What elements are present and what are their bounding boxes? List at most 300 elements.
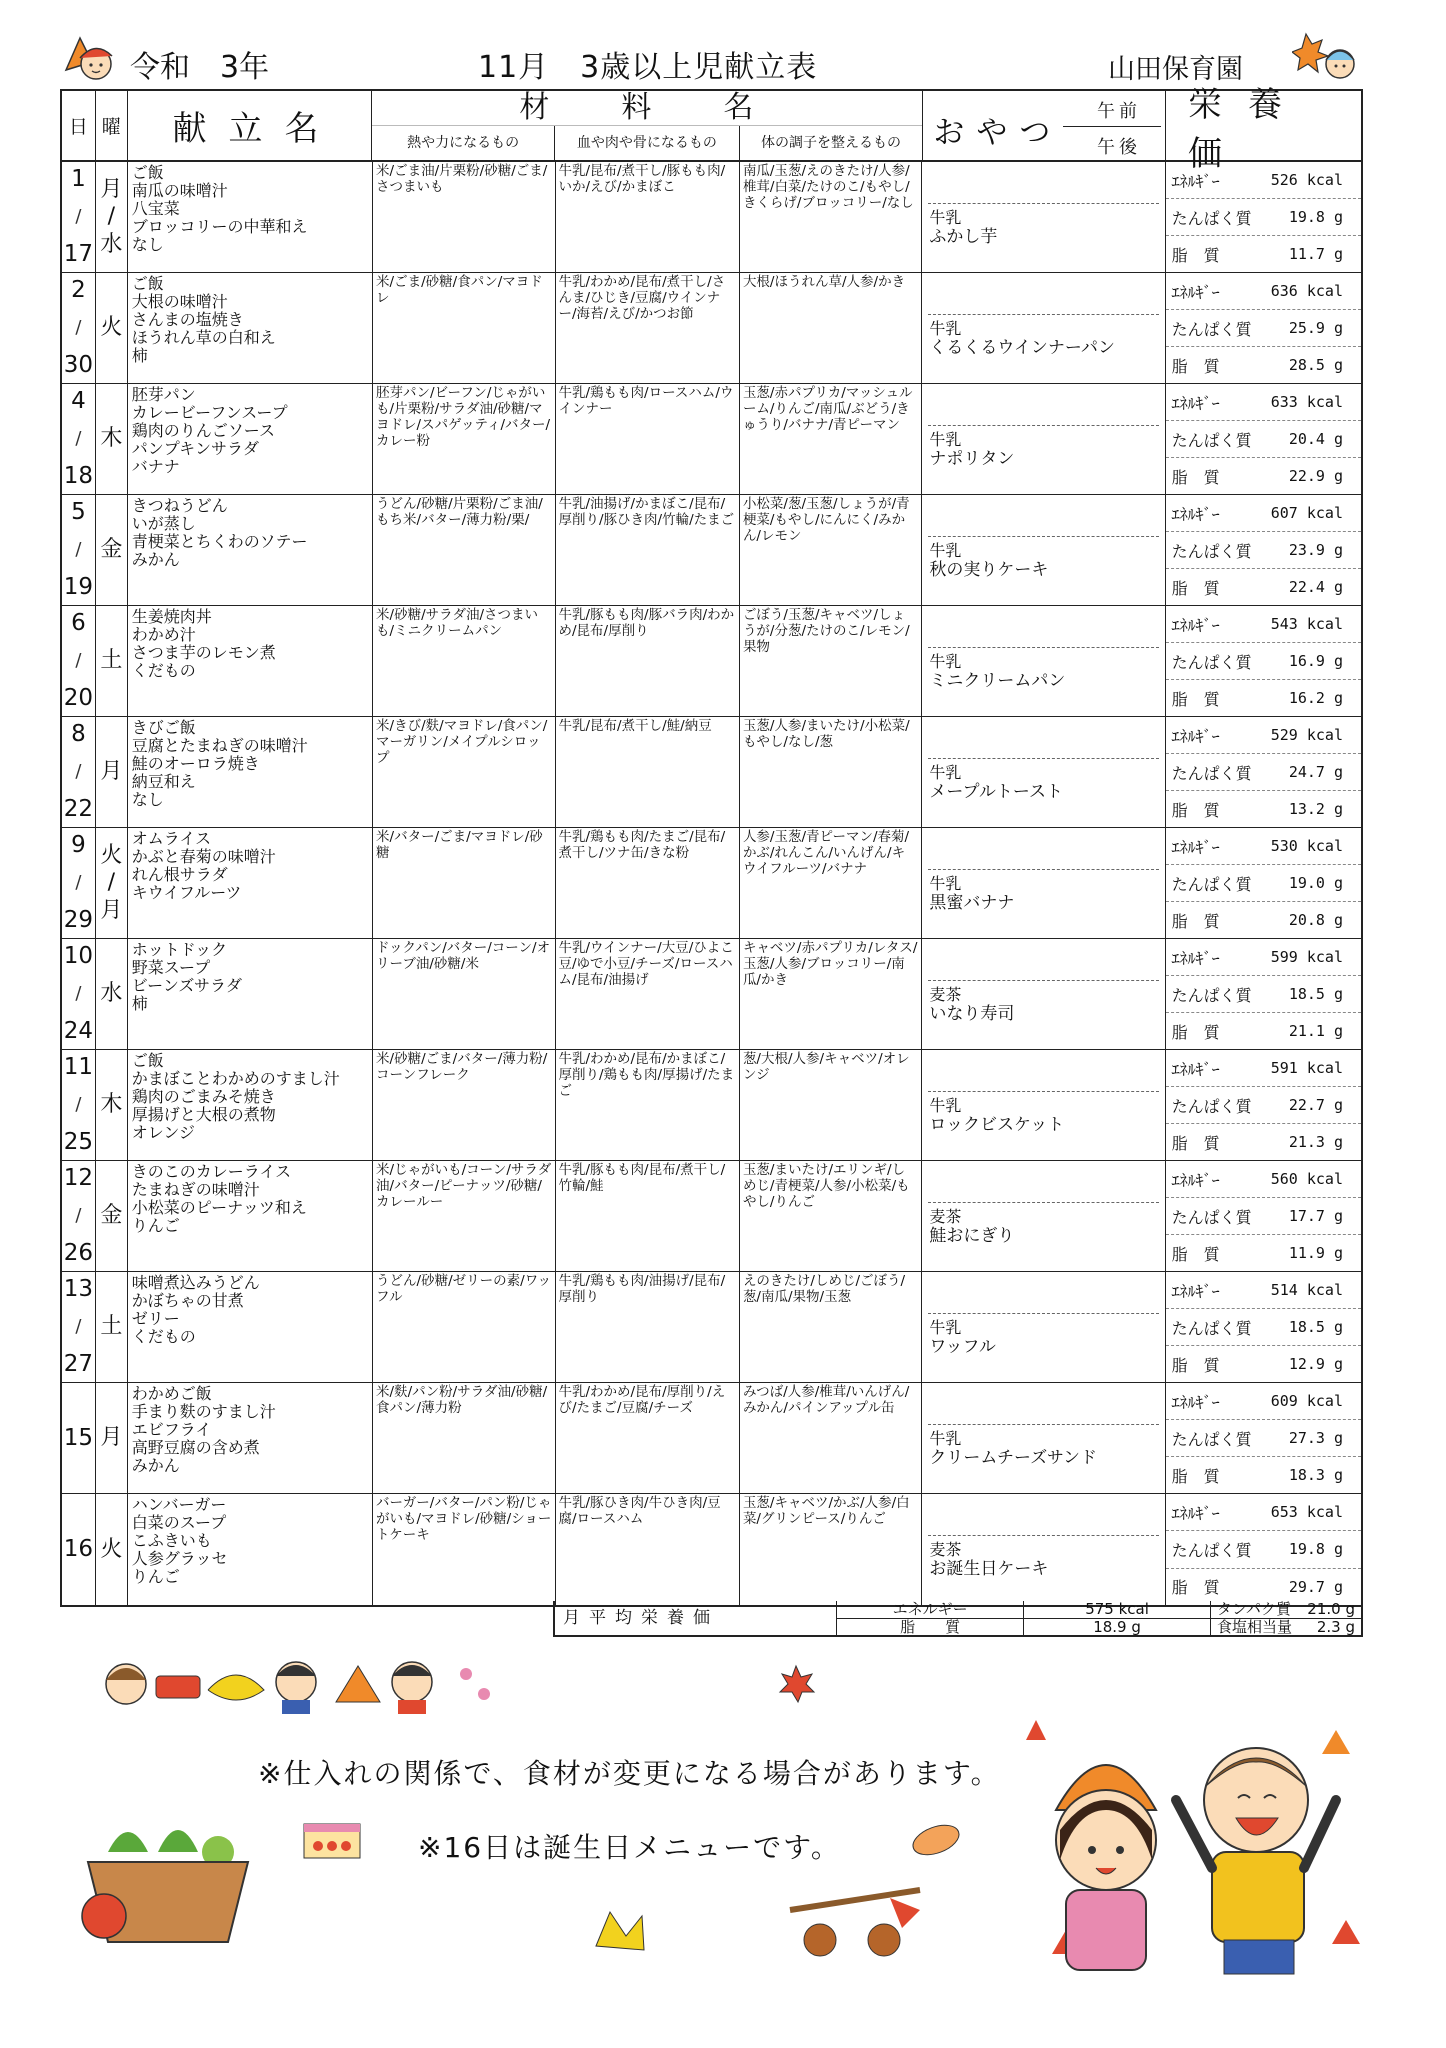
menu-cell [128,1383,373,1493]
menu-cell [128,1161,373,1271]
monthly-average [553,1601,1363,1637]
energy-label: ｴﾈﾙｷﾞｰ [1171,948,1220,968]
fat-label: 脂 質 [1171,245,1220,265]
energy-label: ｴﾈﾙｷﾞｰ [1171,282,1220,302]
snack-food: ロックビスケット [929,1115,1065,1135]
energy-value: 526 kcal [1270,171,1343,189]
header-snack-pm: 午後 [1096,137,1141,158]
snack-cell [922,1494,1165,1605]
snack-drink: 牛乳 [929,430,962,449]
nutrition-cell [1166,828,1361,938]
weekday-cell [96,1050,128,1160]
protein-value: 22.7 g [1288,1096,1343,1114]
menu-item: きつねうどん [131,496,228,515]
material-body: 牛乳/油揚げ/かまぼこ/昆布/厚削り/豚ひき肉/竹輪/たまご [556,495,740,605]
date-cell: 12 / 26 [62,1161,96,1271]
menu-cell [128,1050,373,1160]
snack-food: 鮭おにぎり [929,1226,1015,1246]
menu-cell [128,828,373,938]
material-body: 牛乳/豚ひき肉/牛ひき肉/豆腐/ロースハム [556,1494,740,1605]
average-fat-label: 脂 質 [900,1618,961,1636]
day-start: 16 [63,1536,94,1562]
dow-end: 月 [100,897,123,923]
fat-value: 28.5 g [1288,356,1343,374]
fat-label: 脂 質 [1171,1022,1220,1042]
header-snack [923,91,1166,160]
fat-value: 18.3 g [1288,1466,1343,1484]
menu-item: 野菜スープ [131,958,211,977]
weekday-cell: 月 / 水 [96,162,128,272]
date-cell: 5 / 19 [62,495,96,605]
material-energy: 米/ごま/砂糖/食パン/マヨドレ [373,273,555,383]
menu-item: みかん [131,1456,180,1475]
menu-item: 高野豆腐の含め煮 [131,1438,260,1457]
fat-label: 脂 質 [1171,356,1220,376]
day-end: 27 [63,1351,94,1377]
menu-item: 厚揚げと大根の煮物 [131,1105,276,1124]
material-health: みつば/人参/椎茸/いんげん/みかん/パインアップル缶 [740,1383,922,1493]
menu-item: バナナ [131,457,180,476]
snack-cell [922,828,1165,938]
average-label: 月平均栄養価 [555,1601,837,1635]
date-cell: 6 / 20 [62,606,96,716]
birthday-cake-icon [296,1806,368,1862]
protein-value: 23.9 g [1288,541,1343,559]
day-end: 18 [63,463,94,489]
average-energy-label: エネルギー [837,1601,1023,1619]
weekday-cell [96,1383,128,1493]
fat-value: 20.8 g [1288,911,1343,929]
sweet-potato-icon [906,1810,966,1860]
header-mat-health: 体の調子を整えるもの [761,135,902,151]
table-row [62,828,1361,939]
energy-label: ｴﾈﾙｷﾞｰ [1171,1059,1220,1079]
weekday-cell [96,495,128,605]
header-materials-title: 材料名 [372,90,922,126]
protein-label: たんぱく質 [1171,985,1252,1005]
energy-value: 607 kcal [1270,504,1343,522]
menu-item: 柿 [131,994,148,1013]
energy-label: ｴﾈﾙｷﾞｰ [1171,393,1220,413]
snack-cell [922,1161,1165,1271]
menu-item: ビーンズサラダ [131,976,242,995]
table-row [62,1050,1361,1161]
menu-item: ご飯 [131,274,164,293]
menu-item: わかめ汁 [131,625,196,644]
dow: 月 [100,759,123,785]
day-start: 11 [63,1054,94,1080]
material-body: 牛乳/鶏もも肉/たまご/昆布/煮干し/ツナ缶/きな粉 [556,828,740,938]
material-health: 南瓜/玉葱/えのきたけ/人参/椎茸/白菜/たけのこ/もやし/きくらげ/ブロッコリー/なし [740,162,922,272]
protein-label: たんぱく質 [1171,319,1252,339]
material-energy: 米/じゃがいも/コーン/サラダ油/バター/ピーナッツ/砂糖/カレールー [373,1161,555,1271]
material-health: ごぼう/玉葱/キャベツ/しょうが/分葱/たけのこ/レモン/果物 [740,606,922,716]
menu-item: 納豆和え [131,772,196,791]
energy-value: 529 kcal [1270,726,1343,744]
energy-label: ｴﾈﾙｷﾞｰ [1171,1281,1220,1301]
snack-drink: 牛乳 [929,541,962,560]
fat-label: 脂 質 [1171,578,1220,598]
material-energy: 米/バター/ごま/マヨドレ/砂糖 [373,828,555,938]
nutrition-cell [1166,606,1361,716]
fat-value: 13.2 g [1288,800,1343,818]
protein-value: 16.9 g [1288,652,1343,670]
protein-value: 19.8 g [1288,208,1343,226]
day-start: 8 [71,721,86,747]
energy-label: ｴﾈﾙｷﾞｰ [1171,1392,1220,1412]
menu-item: 八宝菜 [131,199,180,218]
table-row [62,1494,1361,1605]
nutrition-cell [1166,1383,1361,1493]
dow: 土 [100,648,123,674]
average-protein-value: 21.0 g [1307,1600,1355,1618]
menu-cell [128,1272,373,1382]
snack-cell [922,606,1165,716]
table-row [62,384,1361,495]
weekday-cell [96,1161,128,1271]
material-health: 玉葱/人参/まいたけ/小松菜/もやし/なし/葱 [740,717,922,827]
nutrition-cell [1166,495,1361,605]
material-energy: うどん/砂糖/片栗粉/ごま油/もち米/バター/薄力粉/栗/ [373,495,555,605]
menu-item: かぶと春菊の味噌汁 [131,847,276,866]
menu-item: ホットドック [131,940,228,959]
material-body: 牛乳/ウインナー/大豆/ひよこ豆/ゆで小豆/チーズ/ロースハム/昆布/油揚げ [556,939,740,1049]
snack-drink: 牛乳 [929,208,962,227]
menu-cell [128,939,373,1049]
page-title: 11月 3歳以上児献立表 [478,50,818,85]
fat-label: 脂 質 [1171,689,1220,709]
average-protein-label: タンパク質 [1217,1600,1291,1618]
protein-value: 17.7 g [1288,1207,1343,1225]
dow: 金 [100,1203,123,1229]
snack-cell [922,1050,1165,1160]
menu-item: 小松菜のピーナッツ和え [131,1198,307,1217]
snack-drink: 牛乳 [929,874,962,893]
menu-table [60,84,1363,1607]
weekday-cell [96,606,128,716]
snack-food: ナポリタン [929,449,1015,469]
menu-item: さつま芋のレモン煮 [131,643,276,662]
protein-label: たんぱく質 [1171,652,1252,672]
protein-label: たんぱく質 [1171,1096,1252,1116]
material-body: 牛乳/わかめ/昆布/かまぼこ/厚削り/鶏もも肉/厚揚げ/たまご [556,1050,740,1160]
material-energy: バーガー/バター/パン粉/じゃがいも/マヨドレ/砂糖/ショートケーキ [373,1494,555,1605]
menu-item: こふきいも [131,1531,212,1550]
day-end: 17 [63,241,94,267]
menu-item: キウイフルーツ [131,883,242,902]
menu-item: 青梗菜とちくわのソテー [131,532,308,551]
protein-label: たんぱく質 [1171,1207,1252,1227]
header-menu: 献立名 [128,91,373,160]
weekday-cell: 火 / 月 [96,828,128,938]
fat-value: 29.7 g [1288,1577,1343,1596]
snack-cell [922,1272,1165,1382]
energy-value: 633 kcal [1270,393,1343,411]
date-cell: 2 / 30 [62,273,96,383]
day-start: 13 [63,1276,94,1302]
menu-item: 鮭のオーロラ焼き [131,754,260,773]
menu-item: くだもの [131,661,196,680]
energy-value: 530 kcal [1270,837,1343,855]
protein-value: 18.5 g [1288,1318,1343,1336]
menu-cell [128,495,373,605]
autumn-child-icon [58,32,128,86]
snack-cell [922,1383,1165,1493]
note-ingredient-change: ※仕入れの関係で、食材が変更になる場合があります。 [258,1757,1001,1790]
snack-cell [922,273,1165,383]
menu-cell [128,162,373,272]
nutrition-cell [1166,1494,1361,1605]
menu-cell [128,1494,373,1605]
fat-value: 12.9 g [1288,1355,1343,1373]
day-start: 1 [71,166,86,192]
protein-label: たんぱく質 [1171,1540,1252,1560]
fat-label: 脂 質 [1171,800,1220,820]
fat-value: 22.4 g [1288,578,1343,596]
dow: 火 [100,1536,123,1562]
menu-item: オレンジ [131,1123,195,1142]
date-cell: 8 / 22 [62,717,96,827]
maple-leaf-icon [776,1664,816,1704]
menu-item: 生姜焼肉丼 [131,607,212,626]
table-body [62,162,1361,1605]
material-energy: 胚芽パン/ビーフン/じゃがいも/片栗粉/サラダ油/砂糖/マヨドレ/スパゲッティ/バター/カレー粉 [373,384,555,494]
fat-label: 脂 質 [1171,911,1220,931]
fat-value: 11.9 g [1288,1244,1343,1262]
energy-label: ｴﾈﾙｷﾞｰ [1171,1503,1220,1523]
material-health: キャベツ/赤パプリカ/レタス/玉葱/人参/ブロッコリー/南瓜/かき [740,939,922,1049]
table-row [62,273,1361,384]
date-cell [62,1383,96,1493]
menu-cell [128,606,373,716]
menu-item: なし [131,235,164,254]
nutrition-cell [1166,1272,1361,1382]
day-start: 2 [71,277,86,303]
snack-food: くるくるウインナーパン [929,338,1116,358]
protein-label: たんぱく質 [1171,430,1252,450]
fat-label: 脂 質 [1171,467,1220,487]
nutrition-cell [1166,1050,1361,1160]
material-body: 牛乳/豚もも肉/昆布/煮干し/竹輪/鮭 [556,1161,740,1271]
snack-drink: 牛乳 [929,319,962,338]
header-mat-energy: 熱や力になるもの [372,126,555,161]
day-start: 9 [71,832,86,858]
fat-label: 脂 質 [1171,1355,1220,1375]
material-health: 玉葱/まいたけ/エリンギ/しめじ/青梗菜/人参/小松菜/もやし/りんご [740,1161,922,1271]
table-row [62,495,1361,606]
weekday-cell [96,939,128,1049]
menu-item: 大根の味噌汁 [131,292,228,311]
weekday-cell [96,384,128,494]
material-energy: 米/ごま油/片栗粉/砂糖/ごま/さつまいも [373,162,555,272]
date-cell: 13 / 27 [62,1272,96,1382]
protein-value: 18.5 g [1288,985,1343,1003]
school-name: 山田保育園 [1108,54,1243,85]
table-row [62,162,1361,273]
nutrition-cell [1166,273,1361,383]
day-start: 12 [63,1165,94,1191]
header-nutrition: 栄養価 [1187,84,1308,174]
menu-item: たまねぎの味噌汁 [131,1180,260,1199]
menu-item: 鶏肉のごまみそ焼き [131,1087,276,1106]
protein-label: たんぱく質 [1171,1318,1252,1338]
energy-label: ｴﾈﾙｷﾞｰ [1171,1170,1220,1190]
material-energy: 米/砂糖/ごま/バター/薄力粉/コーンフレーク [373,1050,555,1160]
dow: 火 [100,315,123,341]
snack-drink: 麦茶 [929,1540,962,1559]
material-body: 牛乳/鶏もも肉/油揚げ/昆布/厚削り [556,1272,740,1382]
menu-item: カレービーフンスープ [131,403,288,422]
snack-drink: 牛乳 [929,1429,962,1448]
menu-item: 鶏肉のりんごソース [131,421,275,440]
menu-item: エビフライ [131,1420,212,1439]
menu-item: 手まり麩のすまし汁 [131,1402,276,1421]
date-cell: 10 / 24 [62,939,96,1049]
snack-cell [922,939,1165,1049]
protein-label: たんぱく質 [1171,541,1252,561]
day-end: 29 [63,907,94,933]
day-end: 26 [63,1240,94,1266]
menu-item: みかん [131,550,180,569]
energy-label: ｴﾈﾙｷﾞｰ [1171,504,1220,524]
material-health: 人参/玉葱/青ピーマン/春菊/かぶ/れんこん/いんげん/キウイフルーツ/バナナ [740,828,922,938]
menu-item: ゼリー [131,1309,180,1328]
snack-cell [922,384,1165,494]
vegetable-basket-icon [68,1812,268,1952]
day-end: 25 [63,1129,94,1155]
snack-drink: 麦茶 [929,985,962,1004]
menu-item: かぼちゃの甘煮 [131,1291,244,1310]
menu-item: 柿 [131,346,148,365]
menu-item: なし [131,790,164,809]
menu-item: りんご [131,1216,180,1235]
menu-item: かまぼことわかめのすまし汁 [131,1069,340,1088]
menu-item: 南瓜の味噌汁 [131,181,228,200]
material-health: 玉葱/赤パプリカ/マッシュルーム/りんご/南瓜/ぶどう/きゅうり/バナナ/青ピーマン [740,384,922,494]
energy-value: 514 kcal [1270,1281,1343,1299]
energy-label: ｴﾈﾙｷﾞｰ [1171,615,1220,635]
snack-drink: 牛乳 [929,1096,962,1115]
note-birthday-menu: ※16日は誕生日メニューです。 [418,1831,841,1864]
material-energy: うどん/砂糖/ゼリーの素/ワッフル [373,1272,555,1382]
snack-cell [922,495,1165,605]
menu-item: いが蒸し [131,514,196,533]
material-energy: ドックパン/バター/コーン/オリーブ油/砂糖/米 [373,939,555,1049]
day-start: 10 [63,943,94,969]
dow: 木 [100,426,123,452]
dow: 金 [100,537,123,563]
energy-value: 609 kcal [1270,1392,1343,1410]
menu-item: オムライス [131,829,212,848]
menu-item: パンプキンサラダ [131,439,259,458]
date-cell: 4 / 18 [62,384,96,494]
average-fat-value: 18.9 g [1093,1618,1141,1636]
material-energy: 米/きび/麩/マヨドレ/食パン/マーガリン/メイプルシロップ [373,717,555,827]
menu-item: ハンバーガー [131,1495,227,1514]
material-health: 小松菜/葱/玉葱/しょうが/青梗菜/もやし/にんにく/みかん/レモン [740,495,922,605]
average-energy-value: 575 kcal [1024,1601,1210,1619]
snack-drink: 牛乳 [929,1318,962,1337]
menu-item: わかめご飯 [131,1384,212,1403]
protein-label: たんぱく質 [1171,763,1252,783]
nutrition-cell [1166,384,1361,494]
era-year: 令和 3年 [130,50,270,85]
table-row [62,717,1361,828]
acorns-branch-icon [780,1880,930,1970]
menu-item: りんご [131,1567,180,1586]
header-snack-am: 午前 [1096,101,1141,122]
fat-value: 21.1 g [1288,1022,1343,1040]
menu-item: 人参グラッセ [131,1549,228,1568]
nutrition-cell [1166,939,1361,1049]
day-end: 30 [63,352,94,378]
snack-drink: 牛乳 [929,763,962,782]
average-salt-label: 食塩相当量 [1217,1618,1293,1636]
menu-cell [128,384,373,494]
menu-item: 白菜のスープ [131,1513,227,1532]
material-body: 牛乳/昆布/煮干し/鮭/納豆 [556,717,740,827]
energy-value: 653 kcal [1270,1503,1343,1522]
dow: 木 [100,1092,123,1118]
dow: 土 [100,1314,123,1340]
menu-item: 胚芽パン [131,385,196,404]
header-materials [372,91,923,160]
table-row [62,1272,1361,1383]
header-dow: 曜 [96,91,128,160]
header-day: 日 [62,91,96,160]
material-body: 牛乳/豚もも肉/豚バラ肉/わかめ/昆布/厚削り [556,606,740,716]
menu-cell [128,273,373,383]
material-body: 牛乳/鶏もも肉/ロースハム/ウインナー [556,384,740,494]
menu-item: 味噌煮込みうどん [131,1273,260,1292]
protein-value: 19.0 g [1288,874,1343,892]
snack-food: メープルトースト [929,782,1064,802]
snack-drink: 麦茶 [929,1207,962,1226]
snack-food: ワッフル [929,1337,996,1357]
snack-food: ミニクリームパン [929,671,1066,691]
snack-cell [922,162,1165,272]
nutrition-cell [1166,1161,1361,1271]
day-end: 24 [63,1018,94,1044]
menu-item: ご飯 [131,163,164,182]
energy-value: 599 kcal [1270,948,1343,966]
weekday-cell [96,1272,128,1382]
nutrition-cell [1166,162,1361,272]
date-cell: 11 / 25 [62,1050,96,1160]
menu-item: ブロッコリーの中華和え [131,217,308,236]
energy-value: 543 kcal [1270,615,1343,633]
menu-cell [128,717,373,827]
nutrition-cell [1166,717,1361,827]
snack-food: ふかし芋 [929,227,998,247]
material-energy: 米/麩/パン粉/サラダ油/砂糖/食パン/薄力粉 [373,1383,555,1493]
menu-item: ご飯 [131,1051,164,1070]
day-end: 22 [63,796,94,822]
day-end: 19 [63,574,94,600]
day-start: 5 [71,499,86,525]
fat-value: 22.9 g [1288,467,1343,485]
protein-value: 19.8 g [1288,1540,1343,1559]
material-body: 牛乳/わかめ/昆布/煮干し/さんま/ひじき/豆腐/ウインナー/海苔/えび/かつお節 [556,273,740,383]
day-start: 6 [71,610,86,636]
festival-characters-icon [96,1650,516,1716]
protein-value: 20.4 g [1288,430,1343,448]
autumn-children-icon [1016,1690,1376,2010]
material-health: 大根/ほうれん草/人参/かき [740,273,922,383]
day-start: 4 [71,388,86,414]
table-row [62,606,1361,717]
header-mat-body: 血や肉や骨になるもの [555,126,740,161]
